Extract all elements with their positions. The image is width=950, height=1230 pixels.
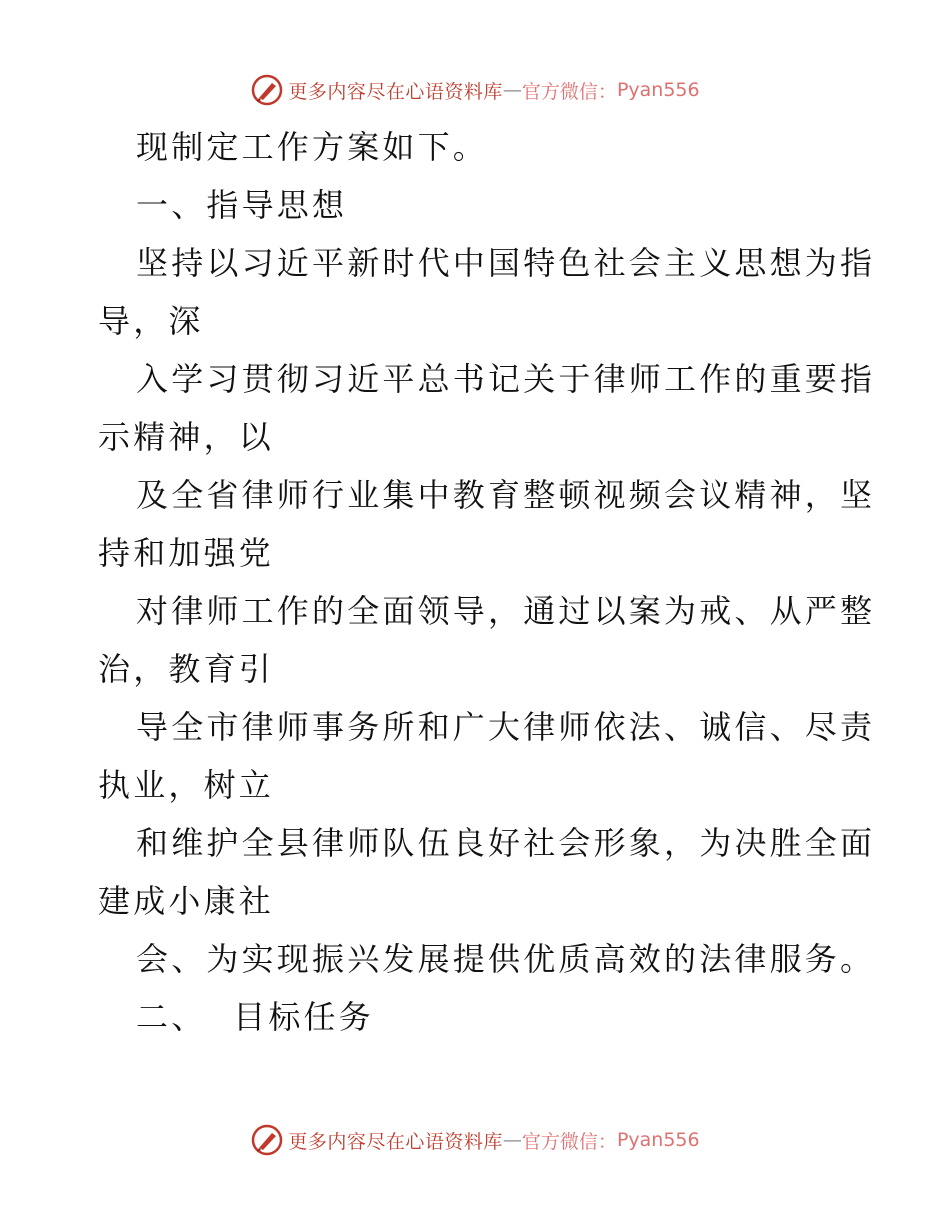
paragraph-line: 示精神，以	[98, 418, 275, 456]
watermark-text: 更多内容尽在心语资料库	[288, 80, 503, 103]
watermark-separator: —	[502, 1129, 522, 1151]
paragraph-line: 导，深	[98, 302, 204, 340]
document-body	[98, 118, 876, 1046]
watermark-label: 官方微信：	[521, 80, 617, 103]
pen-logo-icon	[250, 73, 284, 107]
paragraph-line: 入学习贯彻习近平总书记关于律师工作的重要指	[136, 360, 876, 398]
paragraph-line: 导全市律师事务所和广大律师依法、诚信、尽责	[136, 708, 876, 746]
paragraph-line: 持和加强党	[98, 534, 275, 572]
paragraph-line: 建成小康社	[98, 882, 275, 920]
paragraph-line: 执业，树立	[98, 766, 275, 804]
watermark-id: Pyan556	[616, 1129, 700, 1151]
footer-watermark	[0, 1120, 950, 1160]
paragraph-line: 治，教育引	[98, 650, 275, 688]
section-heading: 一、指导思想	[136, 186, 348, 224]
paragraph-line: 现制定工作方案如下。	[136, 128, 489, 166]
header-watermark	[0, 70, 950, 110]
watermark-label: 官方微信：	[521, 1130, 617, 1153]
watermark-separator: —	[502, 79, 522, 101]
paragraph-line: 对律师工作的全面领导，通过以案为戒、从严整	[136, 592, 876, 630]
watermark-text: 更多内容尽在心语资料库	[288, 1130, 503, 1153]
pen-logo-icon	[250, 1123, 284, 1157]
watermark-id: Pyan556	[616, 79, 700, 101]
paragraph-line: 及全省律师行业集中教育整顿视频会议精神，坚	[136, 476, 876, 514]
paragraph-line: 会、为实现振兴发展提供优质高效的法律服务。	[136, 940, 876, 978]
section-heading: 二、 目标任务	[136, 998, 374, 1036]
paragraph-line: 坚持以习近平新时代中国特色社会主义思想为指	[136, 244, 876, 282]
paragraph-line: 和维护全县律师队伍良好社会形象，为决胜全面	[136, 824, 876, 862]
